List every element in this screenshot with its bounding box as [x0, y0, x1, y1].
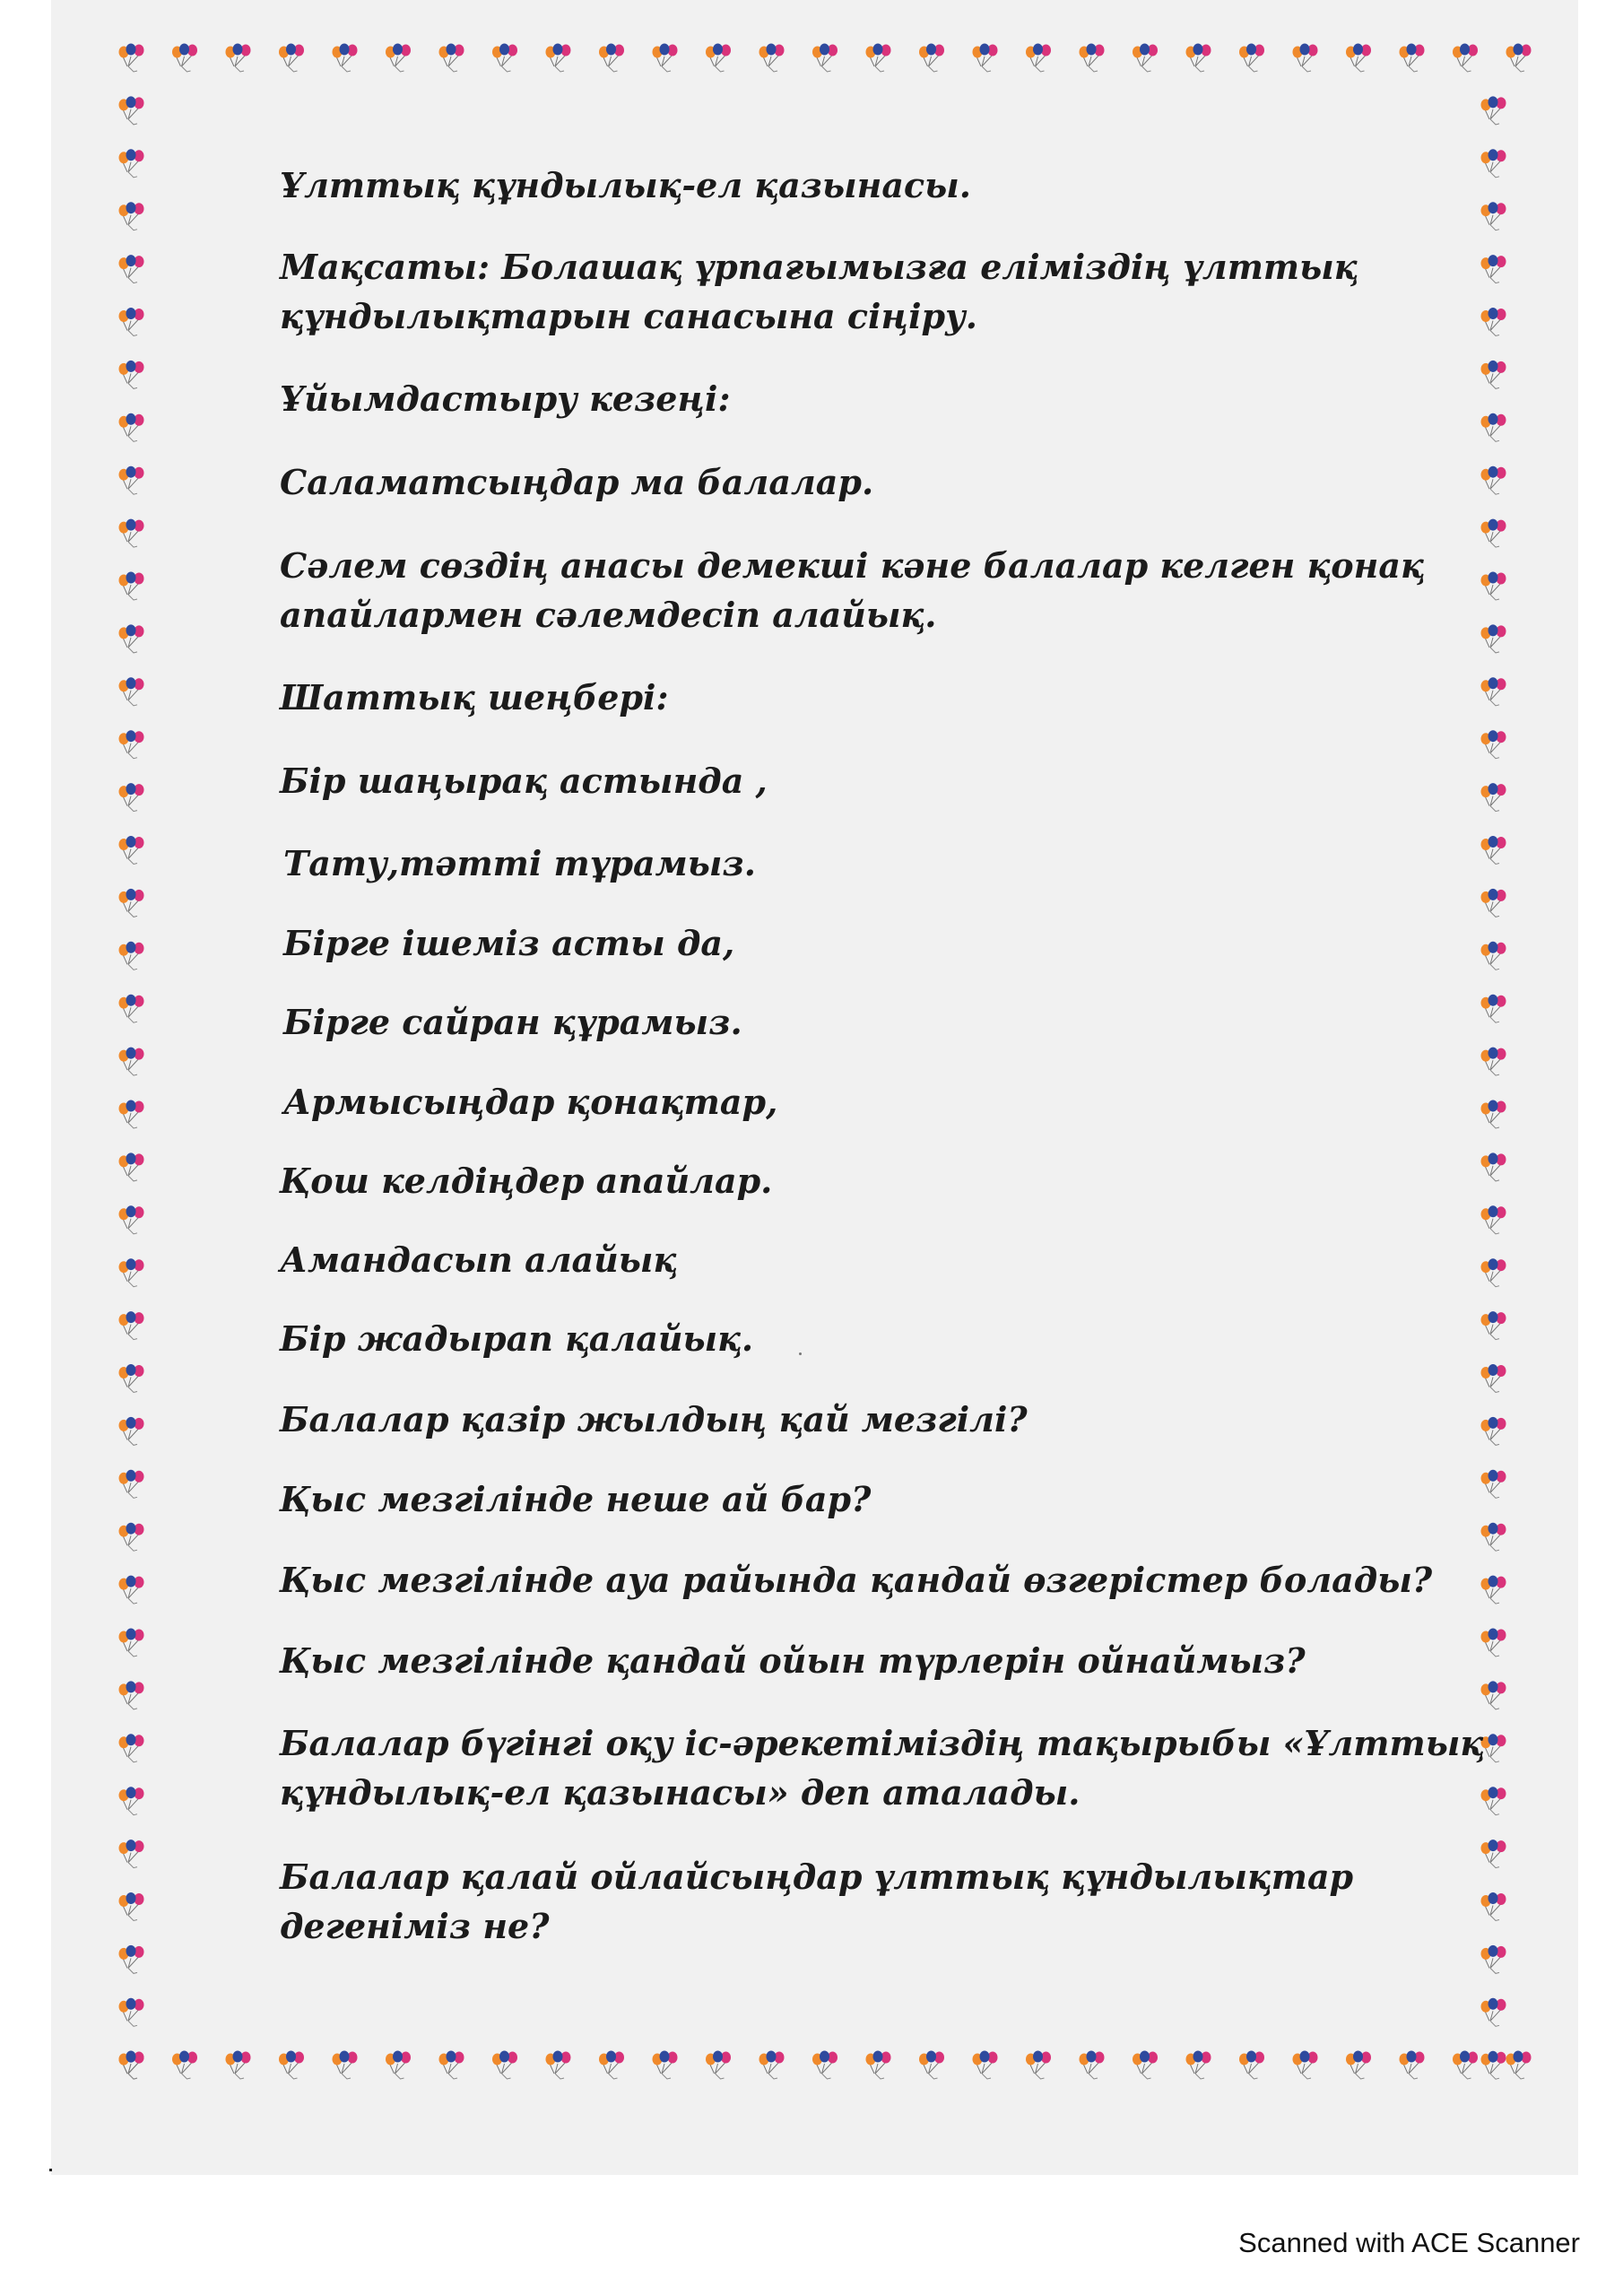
- text-line: Шаттық шеңбері:: [280, 677, 669, 718]
- text-line: Тату,тәтті тұрамыз.: [283, 843, 756, 883]
- balloon-icon: [1481, 995, 1506, 1023]
- balloon-icon: [1400, 2051, 1425, 2080]
- balloon-icon: [1481, 1523, 1506, 1552]
- balloon-icon: [386, 2051, 411, 2080]
- balloon-icon: [866, 2051, 891, 2080]
- balloon-icon: [1481, 1787, 1506, 1815]
- balloon-icon: [119, 2051, 144, 2080]
- balloon-icon: [1481, 466, 1506, 495]
- balloon-icon: [119, 1311, 144, 1340]
- balloon-icon: [119, 730, 144, 759]
- balloon-icon: [1481, 1892, 1506, 1921]
- balloon-icon: [119, 572, 144, 601]
- balloon-icon: [1481, 783, 1506, 812]
- balloon-icon: [119, 202, 144, 230]
- balloon-icon: [1481, 1048, 1506, 1076]
- balloon-icon: [119, 149, 144, 178]
- balloon-icon: [653, 44, 678, 73]
- balloon-icon: [866, 44, 891, 73]
- balloon-icon: [119, 995, 144, 1023]
- balloon-icon: [226, 44, 251, 73]
- balloon-icon: [119, 1681, 144, 1709]
- balloon-icon: [1026, 2051, 1051, 2080]
- balloon-icon: [1481, 413, 1506, 442]
- balloon-icon: [1481, 1839, 1506, 1868]
- balloon-icon: [1346, 2051, 1371, 2080]
- text-line: Балалар қазір жылдың қай мезгілі?: [280, 1399, 1028, 1439]
- balloon-icon: [1481, 1576, 1506, 1605]
- balloon-icon: [119, 624, 144, 653]
- balloon-icon: [119, 361, 144, 389]
- balloon-icon: [119, 1048, 144, 1076]
- balloon-icon: [1481, 308, 1506, 336]
- balloon-icon: [1481, 1998, 1506, 2027]
- text-line: Қыс мезгілінде неше ай бар?: [280, 1479, 872, 1519]
- balloon-icon: [119, 1892, 144, 1921]
- balloon-icon: [759, 2051, 785, 2080]
- balloon-icon: [1481, 889, 1506, 918]
- balloon-icon: [1481, 1945, 1506, 1974]
- balloon-icon: [279, 44, 304, 73]
- balloon-icon: [1239, 2051, 1264, 2080]
- text-line: Қыс мезгілінде қандай ойын түрлерін ойнаймыз?: [280, 1640, 1306, 1681]
- balloon-icon: [439, 44, 464, 73]
- text-line: Саламатсыңдар ма балалар.: [280, 462, 874, 502]
- balloon-icon: [119, 1100, 144, 1129]
- balloon-icon: [812, 2051, 838, 2080]
- balloon-icon: [333, 2051, 358, 2080]
- text-line: Амандасып алайық: [280, 1239, 678, 1280]
- text-line: Балалар қалай ойлайсыңдар ұлттық құндылықтар: [280, 1857, 1354, 1897]
- text-line: құндылық-ел қазынасы» деп аталады.: [280, 1772, 1081, 1813]
- balloon-icon: [119, 44, 144, 73]
- balloon-icon: [119, 96, 144, 124]
- balloon-icon: [919, 2051, 944, 2080]
- balloon-icon: [1481, 1205, 1506, 1234]
- balloon-icon: [439, 2051, 464, 2080]
- text-line: Мақсаты: Болашақ ұрпағымызға еліміздің ұлттық: [280, 247, 1358, 287]
- balloon-icon: [919, 44, 944, 73]
- scan-speck: [799, 1352, 802, 1355]
- balloon-icon: [1481, 1100, 1506, 1129]
- balloon-icon: [1400, 44, 1425, 73]
- balloon-icon: [119, 1839, 144, 1868]
- balloon-icon: [1481, 202, 1506, 230]
- text-line: Ұлттық құндылық-ел қазынасы.: [280, 165, 972, 205]
- balloon-icon: [1506, 44, 1532, 73]
- balloon-icon: [119, 466, 144, 495]
- balloon-icon: [119, 1152, 144, 1181]
- balloon-icon: [119, 677, 144, 706]
- balloon-icon: [1481, 1258, 1506, 1287]
- balloon-icon: [119, 1945, 144, 1974]
- text-line: құндылықтарын санасына сіңіру.: [280, 296, 978, 336]
- balloon-icon: [1481, 942, 1506, 970]
- balloon-icon: [333, 44, 358, 73]
- text-line: Бірге сайран құрамыз.: [283, 1002, 742, 1042]
- balloon-icon: [812, 44, 838, 73]
- balloon-icon: [1481, 519, 1506, 548]
- text-line: дегеніміз не?: [280, 1906, 550, 1946]
- balloon-icon: [706, 2051, 731, 2080]
- balloon-icon: [1453, 44, 1478, 73]
- balloon-icon: [119, 308, 144, 336]
- balloon-icon: [119, 255, 144, 283]
- balloon-icon: [1481, 2051, 1506, 2080]
- balloon-icon: [546, 2051, 571, 2080]
- balloon-icon: [1481, 1681, 1506, 1709]
- balloon-icon: [119, 1998, 144, 2027]
- balloon-icon: [1346, 44, 1371, 73]
- balloon-icon: [1481, 149, 1506, 178]
- balloon-icon: [1481, 1364, 1506, 1393]
- balloon-icon: [119, 1787, 144, 1815]
- balloon-icon: [226, 2051, 251, 2080]
- balloon-icon: [172, 44, 197, 73]
- text-line: Бірге ішеміз асты да,: [283, 923, 735, 963]
- scan-mark: [49, 2169, 52, 2171]
- balloon-icon: [546, 44, 571, 73]
- balloon-icon: [1481, 836, 1506, 865]
- balloon-icon: [492, 2051, 517, 2080]
- text-line: Армысыңдар қонақтар,: [283, 1082, 778, 1122]
- balloon-icon: [1133, 44, 1158, 73]
- text-line: апайлармен сәлемдесіп алайық.: [280, 595, 937, 635]
- balloon-icon: [386, 44, 411, 73]
- balloon-icon: [119, 1470, 144, 1499]
- balloon-icon: [1481, 572, 1506, 601]
- text-line: Ұйымдастыру кезеңі:: [280, 378, 731, 419]
- balloon-icon: [1453, 2051, 1478, 2080]
- balloon-icon: [119, 1417, 144, 1446]
- balloon-icon: [1481, 1734, 1506, 1762]
- balloon-icon: [1481, 1629, 1506, 1657]
- balloon-icon: [119, 942, 144, 970]
- balloon-icon: [119, 1576, 144, 1605]
- balloon-icon: [1133, 2051, 1158, 2080]
- balloon-icon: [973, 2051, 998, 2080]
- balloon-icon: [119, 1523, 144, 1552]
- text-line: Бір жадырап қалайық.: [280, 1318, 754, 1359]
- balloon-icon: [599, 44, 624, 73]
- balloon-icon: [119, 1364, 144, 1393]
- balloon-icon: [1481, 361, 1506, 389]
- balloon-icon: [1481, 1470, 1506, 1499]
- scanner-watermark: Scanned with ACE Scanner: [1238, 2227, 1580, 2258]
- balloon-icon: [759, 44, 785, 73]
- balloon-icon: [119, 1734, 144, 1762]
- balloon-icon: [119, 1205, 144, 1234]
- text-line: Сәлем сөздің анасы демекші кәне балалар келген қонақ: [280, 545, 1425, 586]
- balloon-icon: [119, 1629, 144, 1657]
- text-line: Балалар бүгінгі оқу іс-әрекетіміздің тақырыбы «Ұлттық: [280, 1723, 1485, 1763]
- text-line: Қош келдіңдер апайлар.: [280, 1161, 773, 1201]
- balloon-icon: [492, 44, 517, 73]
- balloon-icon: [1481, 730, 1506, 759]
- balloon-icon: [973, 44, 998, 73]
- balloon-icon: [1026, 44, 1051, 73]
- balloon-icon: [1481, 1417, 1506, 1446]
- balloon-icon: [119, 413, 144, 442]
- balloon-icon: [119, 1258, 144, 1287]
- balloon-icon: [599, 2051, 624, 2080]
- balloon-icon: [706, 44, 731, 73]
- balloon-icon: [172, 2051, 197, 2080]
- balloon-icon: [653, 2051, 678, 2080]
- balloon-icon: [1293, 2051, 1318, 2080]
- balloon-icon: [119, 889, 144, 918]
- balloon-icon: [119, 836, 144, 865]
- balloon-icon: [119, 783, 144, 812]
- balloon-icon: [1186, 44, 1211, 73]
- balloon-icon: [1506, 2051, 1532, 2080]
- balloon-icon: [1080, 2051, 1105, 2080]
- balloon-icon: [1481, 677, 1506, 706]
- balloon-icon: [1293, 44, 1318, 73]
- balloon-icon: [1239, 44, 1264, 73]
- balloon-icon: [1481, 96, 1506, 124]
- balloon-icon: [1481, 1311, 1506, 1340]
- balloon-icon: [1080, 44, 1105, 73]
- balloon-icon: [1186, 2051, 1211, 2080]
- balloon-icon: [119, 519, 144, 548]
- text-line: Бір шаңырақ астында ,: [280, 761, 768, 801]
- balloon-icon: [1481, 1152, 1506, 1181]
- balloon-icon: [1481, 624, 1506, 653]
- balloon-icon: [279, 2051, 304, 2080]
- balloon-icon: [1481, 255, 1506, 283]
- text-line: Қыс мезгілінде ауа райында қандай өзгерістер болады?: [280, 1560, 1433, 1600]
